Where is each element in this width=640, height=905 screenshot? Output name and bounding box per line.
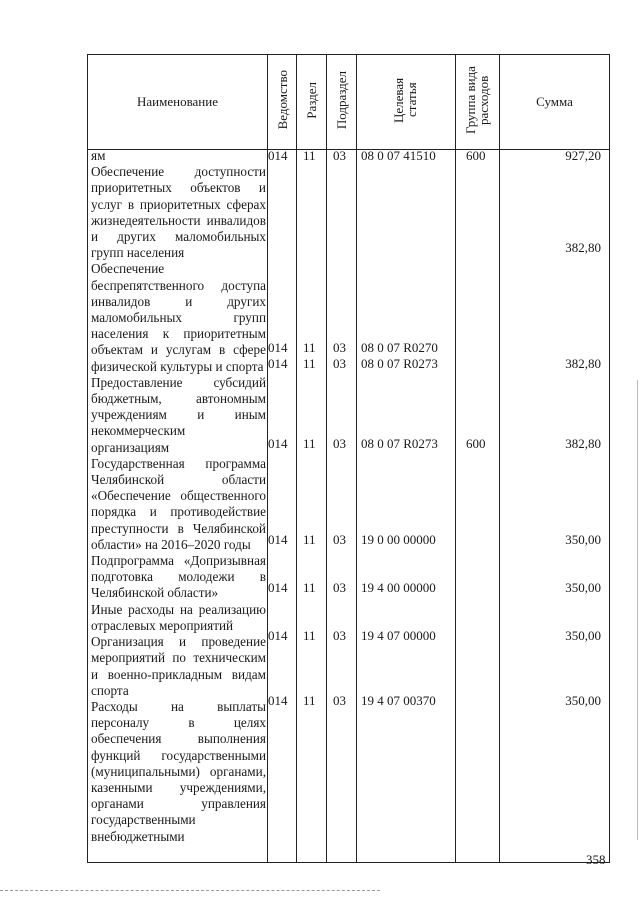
summa-value: 350,00: [565, 628, 601, 643]
vedomstvo-value: 014: [268, 532, 288, 547]
gruppa-value: 600: [466, 148, 486, 163]
name-block: Обеспечение беспрепятственного доступа инвалидов и других маломобильных групп населения к приоритетным объектам и услугам в сфере физической культуры и спорта: [91, 261, 266, 374]
summa-cell: [500, 150, 610, 863]
summa-value: 350,00: [565, 693, 601, 708]
celevaya-value: 08 0 07 41510: [361, 148, 436, 163]
razdel-value: 11: [303, 532, 316, 547]
header-name-label: Наименование: [137, 94, 218, 109]
gruppa-cell: [456, 150, 500, 863]
vedomstvo-value: 014: [268, 340, 288, 355]
summa-value: 382,80: [565, 436, 601, 451]
header-celevaya-label: Целевая статья: [391, 77, 419, 123]
razdel-value: 11: [303, 148, 316, 163]
header-razdel-label: Раздел: [304, 81, 319, 119]
razdel-cell: [297, 150, 327, 863]
podrazdel-value: 03: [333, 628, 346, 643]
celevaya-value: 19 4 00 00000: [361, 580, 436, 595]
header-gruppa-label: Группа вида расходов: [462, 66, 491, 134]
header-name: [88, 55, 268, 150]
name-cell: [88, 150, 268, 863]
name-block: Организация и проведение мероприятий по техническим и военно-прикладным видам спорта: [91, 634, 266, 698]
vedomstvo-value: 014: [268, 693, 288, 708]
celevaya-value: 19 4 07 00000: [361, 628, 436, 643]
summa-value: 382,80: [565, 240, 601, 255]
name-block: Иные расходы на реализацию отраслевых мероприятий: [91, 601, 266, 633]
scan-edge-mark: [637, 380, 638, 840]
celevaya-cell: [357, 150, 456, 863]
gruppa-value: 600: [466, 436, 486, 451]
summa-value: 350,00: [565, 580, 601, 595]
header-summa-label: Сумма: [536, 94, 573, 109]
budget-table: [87, 54, 610, 863]
name-block: Государственная программа Челябинской области «Обеспечение общественного порядка и противодействие преступности в Челябинской области» на 2016–2020 годы: [91, 455, 266, 552]
celevaya-value: 19 4 07 00370: [361, 693, 436, 708]
podrazdel-value: 03: [333, 148, 346, 163]
razdel-value: 11: [303, 356, 316, 371]
podrazdel-value: 03: [333, 580, 346, 595]
razdel-value: 11: [303, 340, 316, 355]
header-razdel: [297, 55, 327, 150]
summa-value: 382,80: [565, 356, 601, 371]
name-block: Расходы на выплаты персоналу в целях обеспечения выполнения функций государственными (муниципальными) органами, казенными учреждениями, органами управления государственными внебюджетными: [91, 698, 266, 844]
header-gruppa: [456, 55, 500, 150]
name-block: Предоставление субсидий бюджетным, автономным учреждениям и иным некоммерческим организациям: [91, 374, 266, 455]
celevaya-value: 08 0 07 R0273: [361, 356, 438, 371]
podrazdel-value: 03: [333, 436, 346, 451]
header-celevaya-statya: [357, 55, 456, 150]
name-block: ям: [91, 148, 106, 163]
podrazdel-value: 03: [333, 693, 346, 708]
page-number: 358: [586, 852, 606, 867]
podrazdel-cell: [327, 150, 357, 863]
celevaya-value: 19 0 00 00000: [361, 532, 436, 547]
razdel-value: 11: [303, 693, 316, 708]
summa-value: 927,20: [565, 148, 601, 163]
razdel-value: 11: [303, 436, 316, 451]
celevaya-value: 08 0 07 R0270: [361, 340, 438, 355]
header-summa: [500, 55, 610, 150]
table-body-row: [88, 150, 610, 863]
vedomstvo-value: 014: [268, 580, 288, 595]
name-block: Обеспечение доступности приоритетных объектов и услуг в приоритетных сферах жизнедеятельности инвалидов и других маломобильных групп населения: [91, 164, 266, 261]
names-column: [91, 148, 266, 845]
name-block: Подпрограмма «Допризывная подготовка молодежи в Челябинской области»: [91, 553, 266, 601]
vedomstvo-value: 014: [268, 628, 288, 643]
header-podrazdel: [327, 55, 357, 150]
table-header-row: [88, 55, 610, 150]
header-vedomstvo: [268, 55, 297, 150]
celevaya-value: 08 0 07 R0273: [361, 436, 438, 451]
podrazdel-value: 03: [333, 532, 346, 547]
vedomstvo-value: 014: [268, 356, 288, 371]
header-podrazdel-label: Подраздел: [334, 70, 349, 130]
header-vedomstvo-label: Ведомство: [274, 70, 290, 130]
razdel-value: 11: [303, 580, 316, 595]
vedomstvo-value: 014: [268, 148, 288, 163]
summa-value: 350,00: [565, 532, 601, 547]
vedomstvo-cell: [268, 150, 297, 863]
razdel-value: 11: [303, 628, 316, 643]
podrazdel-value: 03: [333, 356, 346, 371]
podrazdel-value: 03: [333, 340, 346, 355]
scan-footer-rule: [0, 890, 380, 891]
vedomstvo-value: 014: [268, 436, 288, 451]
